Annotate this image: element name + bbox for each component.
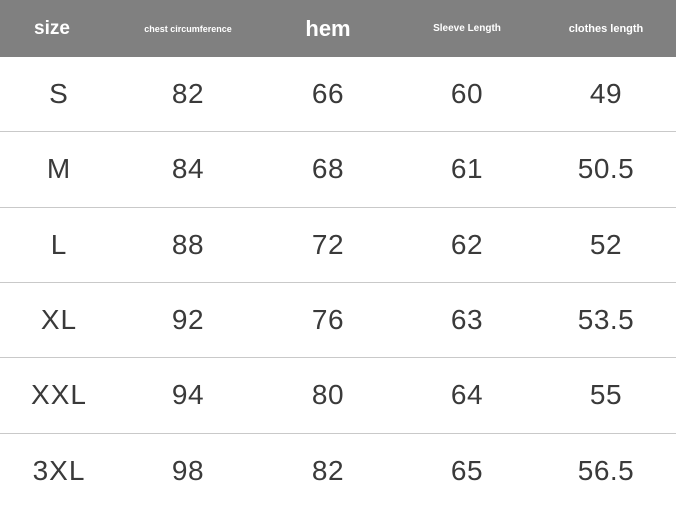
cell-size: XXL: [31, 379, 87, 411]
cell-chest: 92: [171, 304, 205, 336]
table-row: [0, 282, 676, 357]
cell-sleeve: 61: [450, 153, 484, 185]
cell-sleeve: 62: [450, 228, 484, 260]
table-row: [0, 57, 676, 132]
cell-chest: 84: [171, 153, 205, 185]
cell-hem: 82: [311, 454, 345, 486]
column-header-hem: hem: [305, 15, 351, 41]
cell-sleeve: 60: [450, 78, 484, 110]
column-header-chest-circumference: chest circumference: [144, 23, 232, 34]
cell-chest: 94: [171, 379, 205, 411]
table-row: [0, 358, 676, 433]
cell-chest: 98: [171, 454, 205, 486]
header-row: [0, 0, 676, 57]
cell-length: 56.5: [577, 454, 635, 486]
cell-hem: 80: [311, 379, 345, 411]
column-header-clothes-length: clothes length: [568, 22, 644, 35]
table-row: [0, 132, 676, 207]
cell-length: 49: [589, 78, 623, 110]
cell-size: S: [49, 78, 69, 110]
table-body: [0, 57, 676, 508]
column-header-sleeve-length: Sleeve Length: [433, 23, 501, 34]
cell-hem: 72: [311, 228, 345, 260]
cell-sleeve: 64: [450, 379, 484, 411]
cell-size: XL: [40, 304, 78, 336]
cell-length: 50.5: [577, 153, 635, 185]
cell-size: M: [46, 153, 72, 185]
cell-size: L: [50, 228, 68, 260]
table-header: [0, 0, 676, 57]
column-header-size: size: [34, 17, 70, 39]
cell-chest: 88: [171, 228, 205, 260]
cell-chest: 82: [171, 78, 205, 110]
cell-size: 3XL: [32, 454, 86, 486]
table-row: [0, 207, 676, 282]
cell-sleeve: 65: [450, 454, 484, 486]
table-row: [0, 433, 676, 508]
cell-sleeve: 63: [450, 304, 484, 336]
cell-length: 53.5: [577, 304, 635, 336]
cell-hem: 66: [311, 78, 345, 110]
cell-length: 55: [589, 379, 623, 411]
cell-length: 52: [589, 228, 623, 260]
cell-hem: 76: [311, 304, 345, 336]
cell-hem: 68: [311, 153, 345, 185]
